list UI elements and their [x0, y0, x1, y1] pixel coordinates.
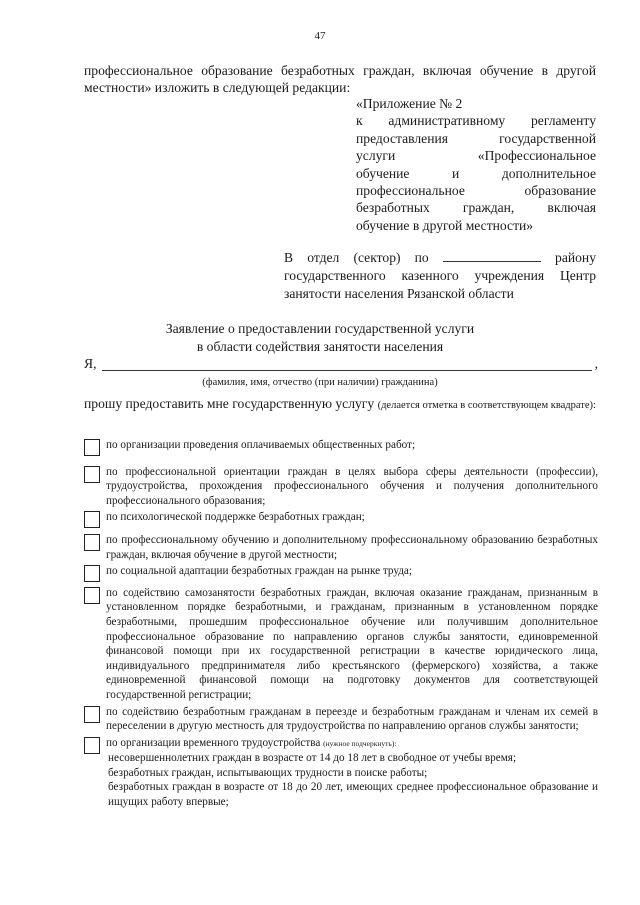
option-text: по содействию безработным гражданам в переезде и безработным гражданам и членам их семей в переселении в другую местность для трудоустройства по направлению органов службы занятости; [106, 705, 598, 733]
option-text: по содействию самозанятости безработных граждан, включая оказание гражданам, признанным в установленном порядке безработными, и гражданам, признанным в установленном порядке безработными, прошедшим профессиональное обучение или получившим дополнительное профессиональное образование по направлению органов службы занятости, единовременной финансовой помощи при их государственной регистрации в качестве юридического лица, индивидуального предпринимателя либо крестьянского (фермерского) хозяйства, а также единовременной финансовой помощи на подготовку документов для соответствующей государственной регистрации; [106, 586, 598, 701]
request-text: прошу предоставить мне государственную услугу [84, 396, 375, 411]
appendix-line: услуги «Профессиональное [356, 148, 596, 164]
addressee-line-3: занятости населения Рязанской области [284, 286, 514, 301]
option-checkbox[interactable] [84, 511, 100, 528]
title-line-1: Заявление о предоставлении государственной услуги [165, 321, 475, 336]
appendix-line: предоставления государственной [356, 130, 596, 146]
option-checkbox[interactable] [84, 466, 100, 483]
appendix-line: к административному регламенту [356, 113, 596, 129]
addressee-line-1 [284, 249, 596, 267]
option-career-guidance [84, 465, 598, 509]
document-title [0, 320, 640, 356]
option-text-wrap [106, 736, 598, 752]
option-relocation [84, 705, 598, 734]
option-checkbox[interactable] [84, 565, 100, 582]
title-line-2: в области содействия занятости населения [196, 339, 444, 354]
option-checkbox[interactable] [84, 534, 100, 551]
district-blank-field[interactable] [443, 249, 541, 262]
service-options-list [84, 438, 598, 810]
addressee-block [284, 249, 596, 303]
appendix-line: безработных граждан, включая [356, 200, 596, 216]
applicant-prefix: Я, [84, 356, 97, 371]
addressee-line-2: государственного казенного учреждения Центр [284, 268, 596, 283]
appendix-line: обучение в другой местности» [356, 217, 534, 233]
request-paragraph [84, 396, 596, 414]
appendix-line: «Приложение № 2 [356, 96, 463, 111]
sub-option-job-search-difficulty[interactable]: безработных граждан, испытывающих трудности в поиске работы; [108, 766, 428, 779]
appendix-header [356, 95, 596, 234]
applicant-comma: , [594, 356, 598, 371]
option-self-employment [84, 586, 598, 703]
option-public-works [84, 438, 598, 453]
option-text: по профессиональному обучению и дополнительному профессиональному образованию безработных граждан, включая обучение в другой местности; [106, 533, 598, 561]
option-checkbox[interactable] [84, 587, 100, 604]
appendix-line: профессиональное образование [356, 182, 596, 198]
option-checkbox[interactable] [84, 737, 100, 754]
page-number: 47 [314, 30, 326, 42]
option-vocational-training [84, 533, 598, 562]
option-text: по психологической поддержке безработных граждан; [106, 511, 365, 524]
addressee-district-label: району [555, 250, 596, 265]
option-text: по профессиональной ориентации граждан в целях выбора сферы деятельности (профессии), трудоустройства, прохождения профессионального обучения и получения дополнительного профессионального образования; [106, 465, 598, 507]
intro-paragraph: профессиональное образование безработных граждан, включая обучение в другой местности» изложить в следующей редакции: [84, 63, 596, 95]
option-text: по организации временного трудоустройства [106, 736, 321, 749]
applicant-row [84, 356, 598, 374]
request-note: (делается отметка в соответствующем квадрате): [377, 400, 596, 411]
option-text: по социальной адаптации безработных граждан на рынке труда; [106, 565, 412, 578]
applicant-hint: (фамилия, имя, отчество (при наличии) гражданина) [202, 377, 438, 388]
applicant-name-field[interactable] [102, 370, 592, 371]
option-temporary-employment [84, 736, 598, 810]
option-note: (нужное подчеркнуть): [323, 738, 397, 748]
option-text: по организации проведения оплачиваемых общественных работ; [106, 439, 416, 451]
option-checkbox[interactable] [84, 706, 100, 723]
sub-option-minors[interactable]: несовершеннолетних граждан в возрасте от 14 до 18 лет в свободное от учебы время; [108, 752, 517, 765]
option-social-adaptation [84, 564, 598, 579]
option-psychological-support [84, 510, 598, 525]
sub-option-young-graduates[interactable]: безработных граждан в возрасте от 18 до 20 лет, имеющих среднее профессиональное образование и ищущих работу впервые; [108, 781, 598, 809]
appendix-line: обучение и дополнительное [356, 165, 596, 181]
addressee-dept-label: В отдел (сектор) по [284, 250, 429, 265]
option-checkbox[interactable] [84, 439, 100, 456]
